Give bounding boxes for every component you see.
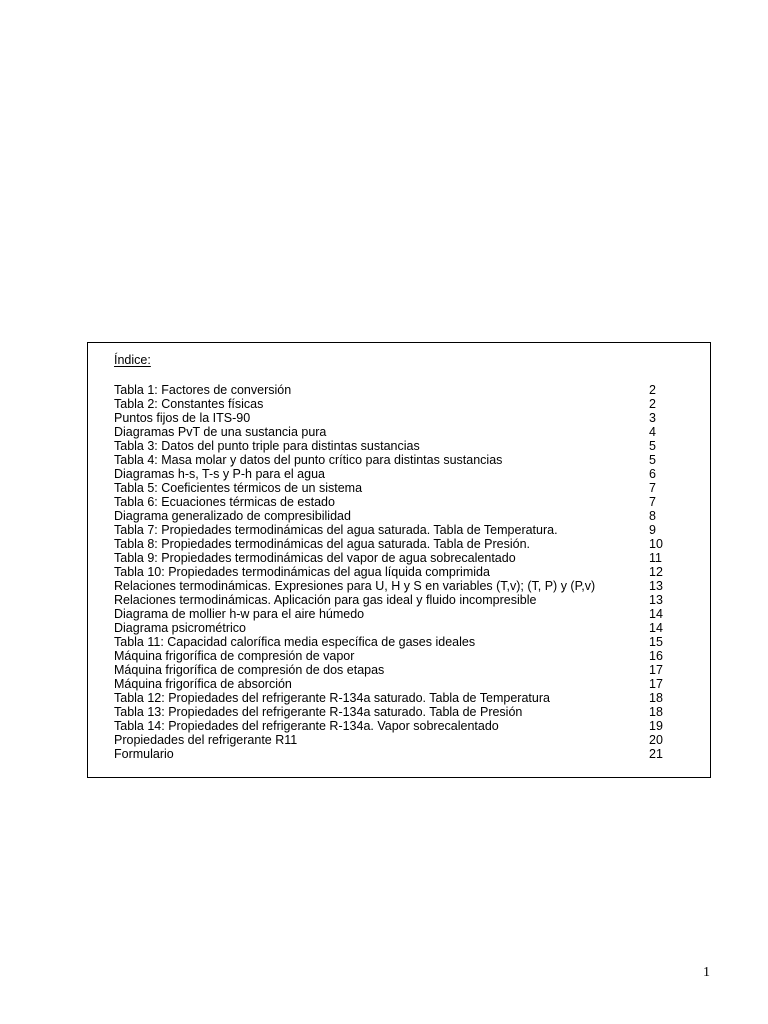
toc-entry-title: Tabla 11: Capacidad calorífica media específica de gases ideales <box>114 635 476 649</box>
toc-entry-page: 5 <box>649 439 656 453</box>
toc-entry-title: Diagramas PvT de una sustancia pura <box>114 425 327 439</box>
toc-entry <box>114 509 674 523</box>
toc-entry-title: Propiedades del refrigerante R11 <box>114 733 298 747</box>
toc-entry-title: Diagrama generalizado de compresibilidad <box>114 509 351 523</box>
page-number: 1 <box>703 965 710 980</box>
toc-entry-title: Tabla 12: Propiedades del refrigerante R-134a saturado. Tabla de Temperatura <box>114 691 550 705</box>
toc-entry-page: 4 <box>649 425 656 439</box>
toc-entry-title: Tabla 3: Datos del punto triple para distintas sustancias <box>114 439 420 453</box>
toc-entry <box>114 677 674 691</box>
toc-entry-title: Tabla 4: Masa molar y datos del punto crítico para distintas sustancias <box>114 453 503 467</box>
toc-entry-title: Formulario <box>114 747 174 761</box>
toc-entry <box>114 635 674 649</box>
toc-entry-title: Máquina frigorífica de compresión de dos etapas <box>114 663 385 677</box>
toc-entry-page: 15 <box>649 635 663 649</box>
toc-entry-title: Tabla 5: Coeficientes térmicos de un sistema <box>114 481 363 495</box>
toc-entry <box>114 523 674 537</box>
toc-entry <box>114 649 674 663</box>
toc-entry <box>114 425 674 439</box>
toc-entry-page: 7 <box>649 495 656 509</box>
toc-entry-page: 6 <box>649 467 656 481</box>
toc-entry <box>114 453 674 467</box>
toc-entry-page: 20 <box>649 733 663 747</box>
toc-entry-title: Tabla 10: Propiedades termodinámicas del agua líquida comprimida <box>114 565 490 579</box>
toc-heading: Índice: <box>114 353 151 367</box>
toc-entry-page: 2 <box>649 397 656 411</box>
toc-entry <box>114 747 674 761</box>
toc-entry-page: 13 <box>649 593 663 607</box>
toc-entry <box>114 439 674 453</box>
toc-entry-page: 18 <box>649 691 663 705</box>
toc-entry-page: 12 <box>649 565 663 579</box>
toc-entry-title: Máquina frigorífica de compresión de vapor <box>114 649 355 663</box>
toc-entry-page: 3 <box>649 411 656 425</box>
toc-entry-title: Tabla 1: Factores de conversión <box>114 383 292 397</box>
toc-entry-title: Diagrama psicrométrico <box>114 621 246 635</box>
toc-entry-page: 17 <box>649 663 663 677</box>
toc-entry-page: 5 <box>649 453 656 467</box>
toc-entry <box>114 467 674 481</box>
toc-entry-page: 14 <box>649 621 663 635</box>
toc-entry-title: Tabla 2: Constantes físicas <box>114 397 264 411</box>
toc-entry-page: 11 <box>649 551 662 565</box>
toc-entry <box>114 565 674 579</box>
toc-entry <box>114 705 674 719</box>
toc-entry <box>114 495 674 509</box>
toc-entry-title: Relaciones termodinámicas. Expresiones para U, H y S en variables (T,v); (T, P) y (P,v) <box>114 579 596 593</box>
toc-entry <box>114 593 674 607</box>
toc-entry-page: 13 <box>649 579 663 593</box>
toc-entry-page: 17 <box>649 677 663 691</box>
toc-entry-title: Relaciones termodinámicas. Aplicación para gas ideal y fluido incompresible <box>114 593 537 607</box>
toc-entry-page: 10 <box>649 537 663 551</box>
toc-entry-page: 19 <box>649 719 663 733</box>
table-of-contents <box>87 342 711 778</box>
toc-entry <box>114 397 674 411</box>
toc-entry <box>114 691 674 705</box>
toc-entry-title: Diagrama de mollier h-w para el aire húmedo <box>114 607 365 621</box>
toc-entry <box>114 481 674 495</box>
toc-entry-title: Diagramas h-s, T-s y P-h para el agua <box>114 467 325 481</box>
toc-entry-title: Tabla 8: Propiedades termodinámicas del agua saturada. Tabla de Presión. <box>114 537 531 551</box>
toc-entry-page: 2 <box>649 383 656 397</box>
toc-entry-title: Tabla 9: Propiedades termodinámicas del vapor de agua sobrecalentado <box>114 551 516 565</box>
toc-entry <box>114 579 674 593</box>
toc-entry-title: Puntos fijos de la ITS-90 <box>114 411 251 425</box>
toc-entry-page: 16 <box>649 649 663 663</box>
toc-entry-title: Tabla 14: Propiedades del refrigerante R-134a. Vapor sobrecalentado <box>114 719 499 733</box>
toc-list <box>114 383 674 761</box>
toc-entry <box>114 719 674 733</box>
toc-entry <box>114 383 674 397</box>
toc-entry-page: 14 <box>649 607 663 621</box>
toc-entry-page: 18 <box>649 705 663 719</box>
toc-entry <box>114 537 674 551</box>
toc-entry-title: Tabla 6: Ecuaciones térmicas de estado <box>114 495 335 509</box>
toc-entry <box>114 663 674 677</box>
toc-entry <box>114 733 674 747</box>
toc-entry <box>114 607 674 621</box>
toc-entry-page: 7 <box>649 481 656 495</box>
toc-entry-page: 9 <box>649 523 656 537</box>
toc-entry <box>114 411 674 425</box>
toc-entry <box>114 621 674 635</box>
toc-entry-title: Tabla 7: Propiedades termodinámicas del agua saturada. Tabla de Temperatura. <box>114 523 558 537</box>
toc-entry-title: Máquina frigorífica de absorción <box>114 677 292 691</box>
toc-entry-title: Tabla 13: Propiedades del refrigerante R-134a saturado. Tabla de Presión <box>114 705 523 719</box>
toc-entry-page: 21 <box>649 747 663 761</box>
toc-entry-page: 8 <box>649 509 656 523</box>
toc-entry <box>114 551 674 565</box>
